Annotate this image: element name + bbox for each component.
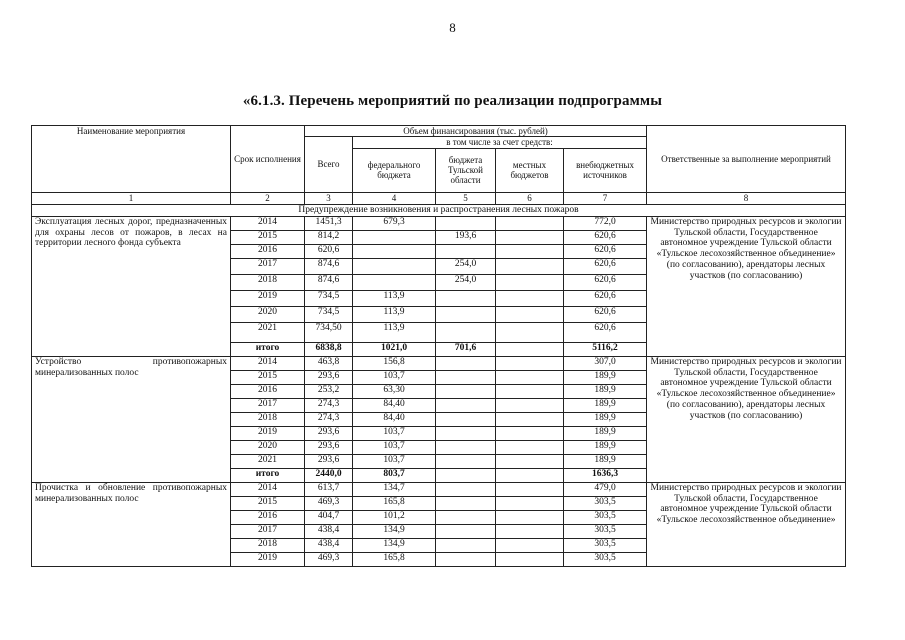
extra-cell: 479,0	[564, 482, 647, 496]
extra-cell: 189,9	[564, 440, 647, 454]
period-cell: 2017	[231, 258, 305, 274]
extra-cell: 189,9	[564, 412, 647, 426]
federal-cell: 113,9	[353, 290, 436, 306]
total-cell: 404,7	[305, 510, 353, 524]
total-cell: 469,3	[305, 496, 353, 510]
period-cell: 2015	[231, 230, 305, 244]
regional-cell	[436, 496, 496, 510]
total-cell: 613,7	[305, 482, 353, 496]
federal-cell: 1021,0	[353, 342, 436, 356]
page-number: 8	[449, 20, 456, 35]
total-cell: 814,2	[305, 230, 353, 244]
total-cell: 293,6	[305, 454, 353, 468]
period-cell: итого	[231, 342, 305, 356]
header-name: Наименование мероприятия	[32, 126, 231, 193]
header-responsible: Ответственные за выполнение мероприятий	[647, 126, 846, 193]
extra-cell: 189,9	[564, 370, 647, 384]
measure-name: Устройство противопожарных минерализованных полос	[32, 356, 231, 482]
extra-cell: 307,0	[564, 356, 647, 370]
header-local: местных бюджетов	[496, 148, 564, 192]
period-cell: 2018	[231, 274, 305, 290]
column-number: 5	[436, 192, 496, 204]
total-cell: 274,3	[305, 412, 353, 426]
column-number: 8	[647, 192, 846, 204]
total-cell: 1451,3	[305, 216, 353, 230]
section-row	[32, 204, 846, 216]
total-cell: 253,2	[305, 384, 353, 398]
period-cell: 2016	[231, 244, 305, 258]
federal-cell: 113,9	[353, 306, 436, 322]
table-row	[32, 216, 846, 230]
extra-cell: 303,5	[564, 496, 647, 510]
regional-cell	[436, 322, 496, 342]
total-cell: 293,6	[305, 440, 353, 454]
total-cell: 469,3	[305, 552, 353, 566]
federal-cell	[353, 244, 436, 258]
total-cell: 274,3	[305, 398, 353, 412]
measures-table	[31, 125, 846, 567]
header-including: в том числе за счет средств:	[353, 137, 647, 148]
federal-cell: 113,9	[353, 322, 436, 342]
regional-cell	[436, 412, 496, 426]
total-cell: 293,6	[305, 426, 353, 440]
federal-cell: 84,40	[353, 398, 436, 412]
federal-cell: 84,40	[353, 412, 436, 426]
period-cell: 2020	[231, 440, 305, 454]
regional-cell	[436, 552, 496, 566]
extra-cell: 620,6	[564, 306, 647, 322]
regional-cell	[436, 538, 496, 552]
extra-cell: 772,0	[564, 216, 647, 230]
regional-cell	[436, 454, 496, 468]
local-cell	[496, 496, 564, 510]
local-cell	[496, 244, 564, 258]
federal-cell: 103,7	[353, 440, 436, 454]
local-cell	[496, 412, 564, 426]
local-cell	[496, 230, 564, 244]
measure-name: Эксплуатация лесных дорог, предназначенных для охраны лесов от пожаров, в лесах на территории лесного фонда субъекта	[32, 216, 231, 356]
header-row-1	[32, 126, 846, 137]
column-number: 3	[305, 192, 353, 204]
extra-cell: 620,6	[564, 274, 647, 290]
total-cell: 734,5	[305, 290, 353, 306]
regional-cell	[436, 370, 496, 384]
local-cell	[496, 274, 564, 290]
column-number: 7	[564, 192, 647, 204]
total-cell: 438,4	[305, 524, 353, 538]
federal-cell: 803,7	[353, 468, 436, 482]
federal-cell: 63,30	[353, 384, 436, 398]
federal-cell: 103,7	[353, 370, 436, 384]
regional-cell	[436, 468, 496, 482]
period-cell: 2016	[231, 384, 305, 398]
period-cell: 2014	[231, 356, 305, 370]
local-cell	[496, 482, 564, 496]
total-cell: 620,6	[305, 244, 353, 258]
extra-cell: 189,9	[564, 454, 647, 468]
extra-cell: 303,5	[564, 538, 647, 552]
total-cell: 734,5	[305, 306, 353, 322]
federal-cell: 101,2	[353, 510, 436, 524]
period-cell: 2017	[231, 398, 305, 412]
local-cell	[496, 440, 564, 454]
regional-cell	[436, 244, 496, 258]
period-cell: 2018	[231, 412, 305, 426]
column-number: 1	[32, 192, 231, 204]
local-cell	[496, 258, 564, 274]
column-number: 4	[353, 192, 436, 204]
period-cell: 2019	[231, 552, 305, 566]
local-cell	[496, 342, 564, 356]
regional-cell	[436, 290, 496, 306]
extra-cell: 5116,2	[564, 342, 647, 356]
regional-cell	[436, 482, 496, 496]
total-cell: 874,6	[305, 258, 353, 274]
federal-cell: 134,9	[353, 524, 436, 538]
local-cell	[496, 216, 564, 230]
local-cell	[496, 454, 564, 468]
federal-cell	[353, 258, 436, 274]
local-cell	[496, 538, 564, 552]
local-cell	[496, 384, 564, 398]
extra-cell: 620,6	[564, 244, 647, 258]
total-cell: 874,6	[305, 274, 353, 290]
period-cell: 2015	[231, 370, 305, 384]
period-cell: 2017	[231, 524, 305, 538]
period-cell: 2020	[231, 306, 305, 322]
local-cell	[496, 306, 564, 322]
header-total: Всего	[305, 137, 353, 192]
extra-cell: 620,6	[564, 258, 647, 274]
regional-cell	[436, 356, 496, 370]
extra-cell: 303,5	[564, 524, 647, 538]
page-title: «6.1.3. Перечень мероприятий по реализации подпрограммы	[242, 93, 663, 109]
federal-cell: 103,7	[353, 426, 436, 440]
local-cell	[496, 322, 564, 342]
period-cell: 2014	[231, 216, 305, 230]
extra-cell: 303,5	[564, 510, 647, 524]
regional-cell: 254,0	[436, 274, 496, 290]
regional-cell	[436, 440, 496, 454]
header-extra: внебюджетных источников	[564, 148, 647, 192]
total-cell: 734,50	[305, 322, 353, 342]
local-cell	[496, 552, 564, 566]
federal-cell: 134,7	[353, 482, 436, 496]
responsible-cell: Министерство природных ресурсов и экологии Тульской области, Государственное автономное учреждение Тульской области «Тульское лесохозяйственное объединение»	[647, 482, 846, 566]
header-period: Срок исполнения	[231, 126, 305, 193]
total-cell: 2440,0	[305, 468, 353, 482]
federal-cell	[353, 230, 436, 244]
total-cell: 293,6	[305, 370, 353, 384]
regional-cell: 701,6	[436, 342, 496, 356]
extra-cell: 1636,3	[564, 468, 647, 482]
extra-cell: 189,9	[564, 398, 647, 412]
period-cell: 2015	[231, 496, 305, 510]
period-cell: 2016	[231, 510, 305, 524]
column-number-row	[32, 192, 846, 204]
local-cell	[496, 290, 564, 306]
table-row	[32, 356, 846, 370]
federal-cell: 165,8	[353, 552, 436, 566]
period-cell: 2021	[231, 322, 305, 342]
local-cell	[496, 370, 564, 384]
extra-cell: 620,6	[564, 322, 647, 342]
total-cell: 438,4	[305, 538, 353, 552]
regional-cell	[436, 524, 496, 538]
section-title: Предупреждение возникновения и распространения лесных пожаров	[32, 204, 846, 216]
period-cell: 2014	[231, 482, 305, 496]
regional-cell	[436, 398, 496, 412]
measure-name: Прочистка и обновление противопожарных минерализованных полос	[32, 482, 231, 566]
column-number: 6	[496, 192, 564, 204]
extra-cell: 620,6	[564, 230, 647, 244]
federal-cell: 103,7	[353, 454, 436, 468]
extra-cell: 620,6	[564, 290, 647, 306]
period-cell: 2019	[231, 290, 305, 306]
regional-cell: 254,0	[436, 258, 496, 274]
extra-cell: 303,5	[564, 552, 647, 566]
local-cell	[496, 398, 564, 412]
extra-cell: 189,9	[564, 426, 647, 440]
period-cell: 2018	[231, 538, 305, 552]
header-federal: федерального бюджета	[353, 148, 436, 192]
federal-cell: 134,9	[353, 538, 436, 552]
federal-cell	[353, 274, 436, 290]
period-cell: 2021	[231, 454, 305, 468]
column-number: 2	[231, 192, 305, 204]
federal-cell: 165,8	[353, 496, 436, 510]
local-cell	[496, 510, 564, 524]
regional-cell	[436, 384, 496, 398]
local-cell	[496, 468, 564, 482]
extra-cell: 189,9	[564, 384, 647, 398]
table-row	[32, 482, 846, 496]
federal-cell: 156,8	[353, 356, 436, 370]
header-regional: бюджета Тульской области	[436, 148, 496, 192]
period-cell: итого	[231, 468, 305, 482]
responsible-cell: Министерство природных ресурсов и экологии Тульской области, Государственное автономное учреждение Тульской области «Тульское лесохозяйственное объединение» (по согласованию), арендаторы лесных участков (по согласованию)	[647, 356, 846, 482]
header-funding: Объем финансирования (тыс. рублей)	[305, 126, 647, 137]
local-cell	[496, 356, 564, 370]
local-cell	[496, 426, 564, 440]
local-cell	[496, 524, 564, 538]
regional-cell: 193,6	[436, 230, 496, 244]
regional-cell	[436, 216, 496, 230]
regional-cell	[436, 510, 496, 524]
regional-cell	[436, 426, 496, 440]
period-cell: 2019	[231, 426, 305, 440]
regional-cell	[436, 306, 496, 322]
responsible-cell: Министерство природных ресурсов и экологии Тульской области, Государственное автономное учреждение Тульской области «Тульское лесохозяйственное объединение» (по согласованию), арендаторы лесных участков (по согласованию)	[647, 216, 846, 356]
total-cell: 463,8	[305, 356, 353, 370]
federal-cell: 679,3	[353, 216, 436, 230]
total-cell: 6838,8	[305, 342, 353, 356]
